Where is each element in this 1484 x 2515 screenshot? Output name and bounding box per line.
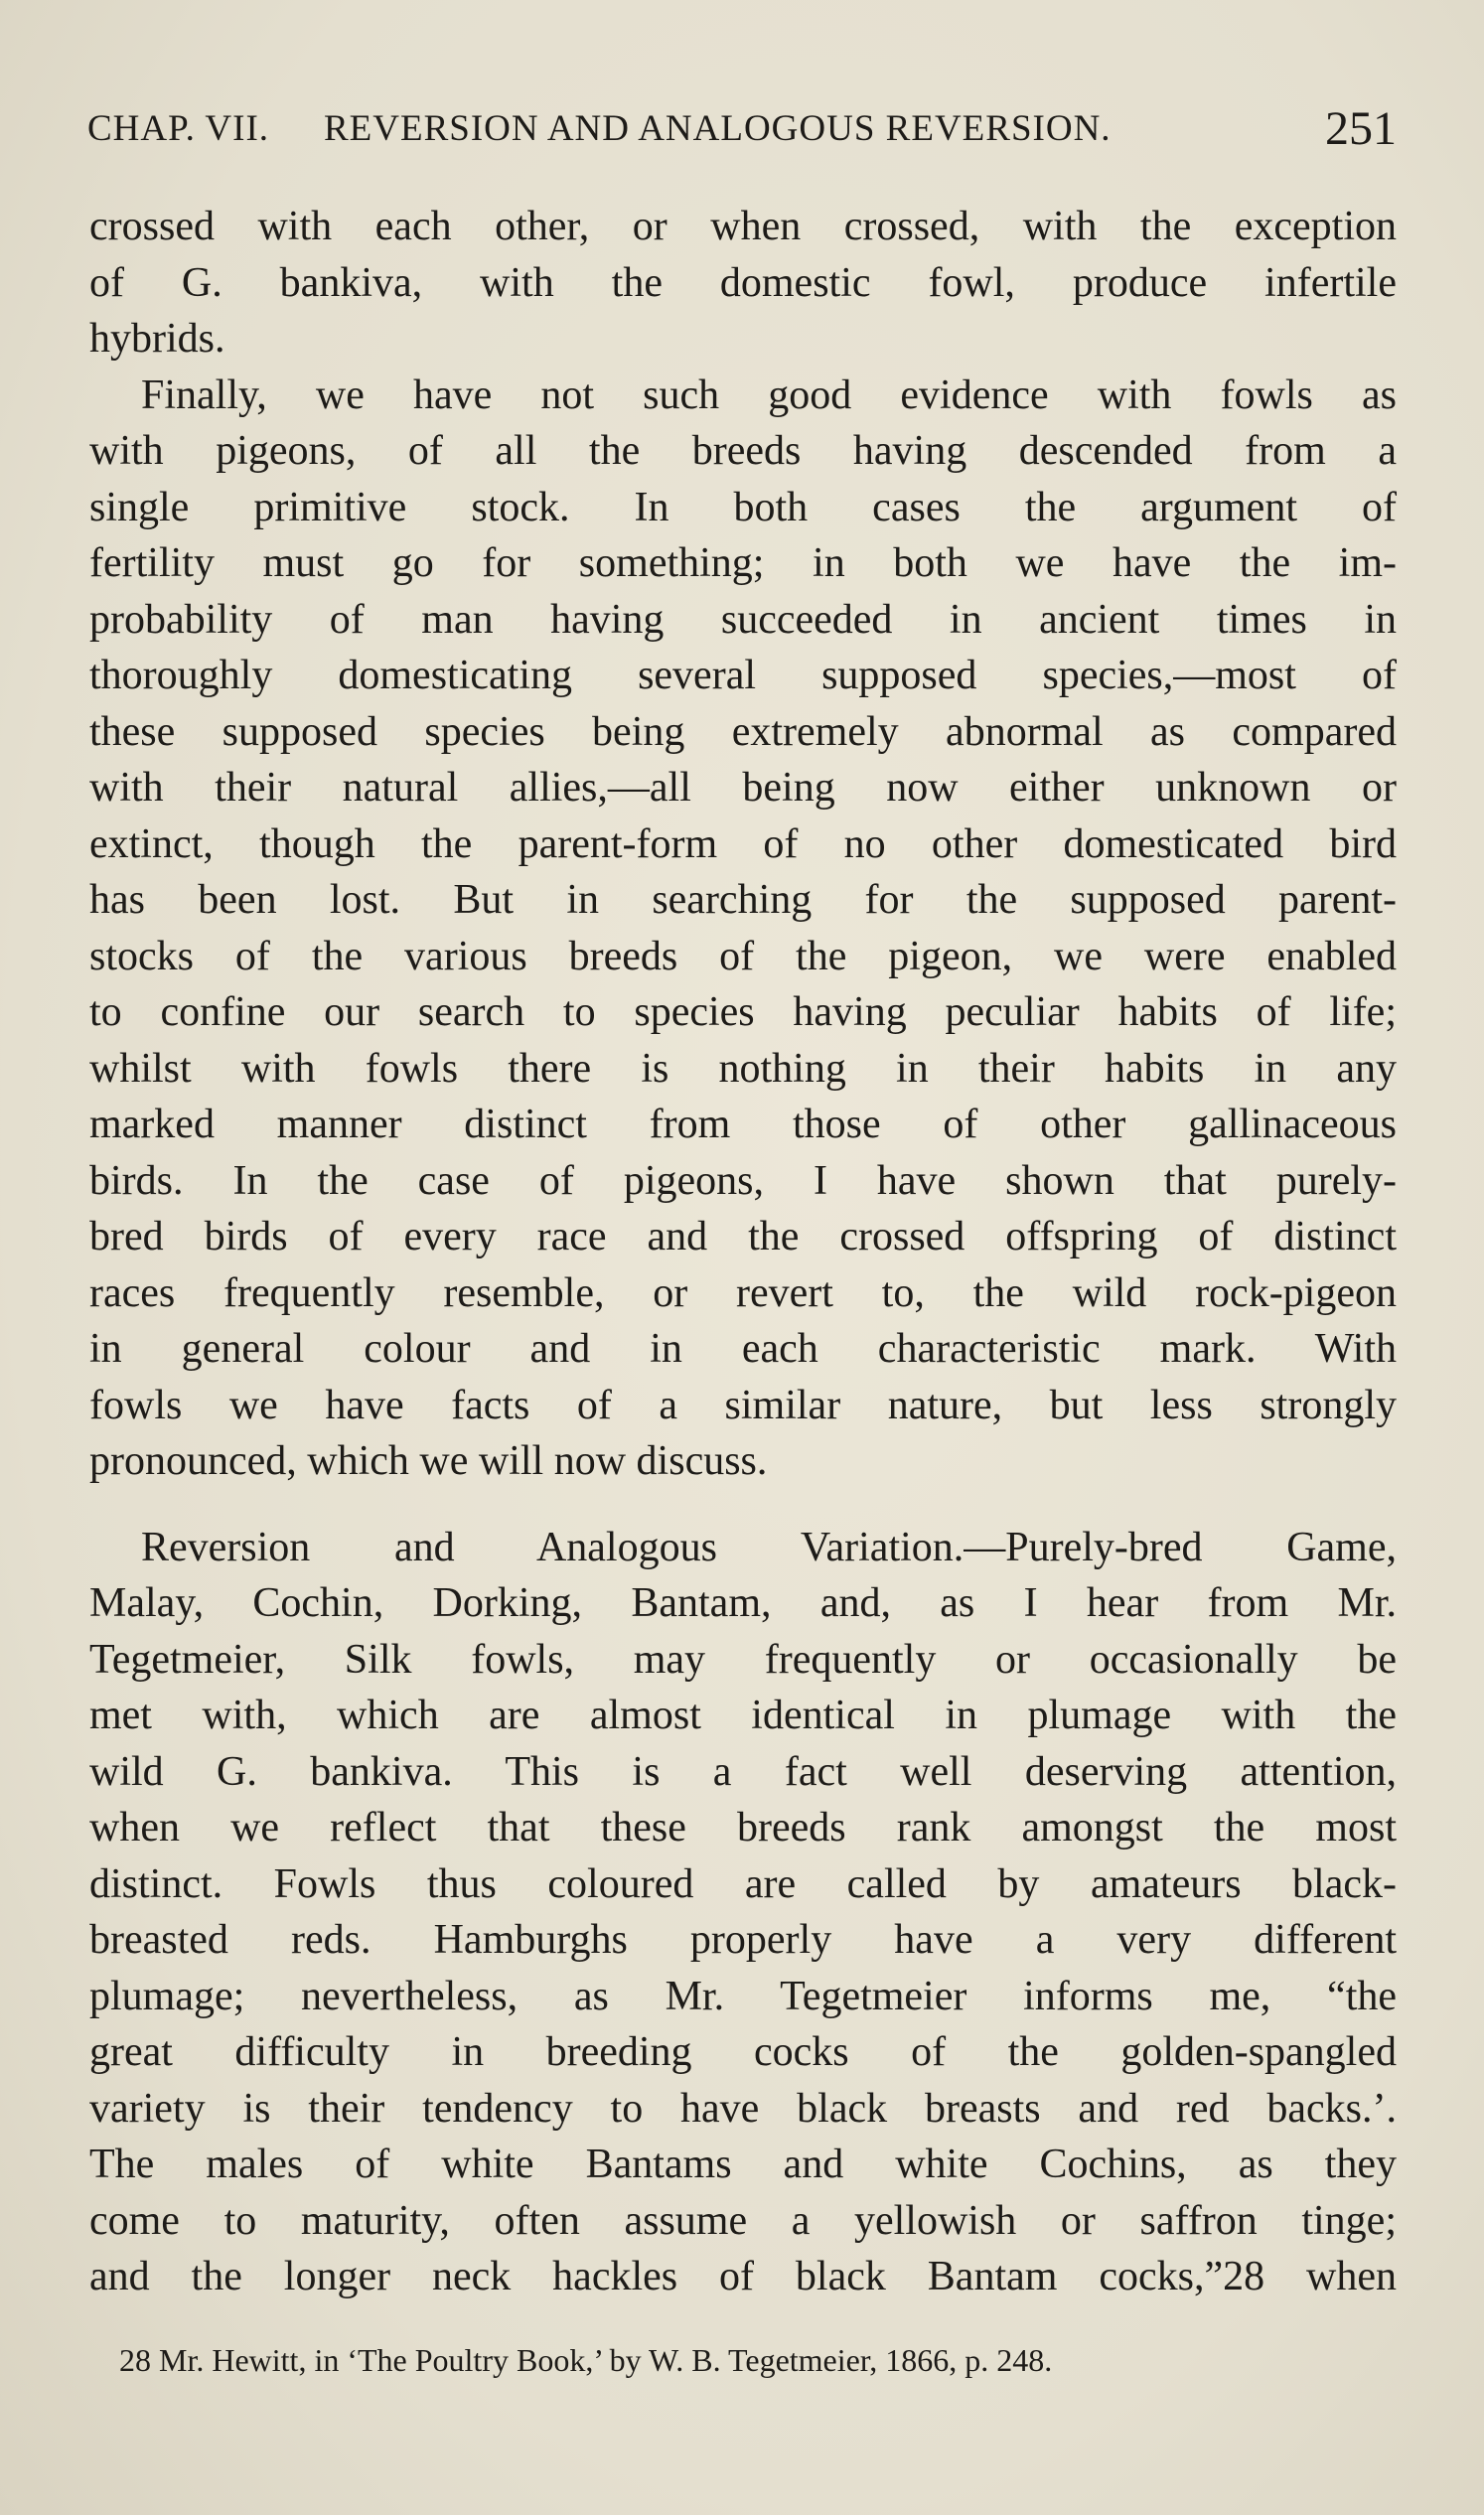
text-line: when we reflect that these breeds rank amongst the most	[89, 1805, 1397, 1850]
text-line: wild G. bankiva. This is a fact well deserving attention,	[89, 1748, 1397, 1795]
paragraph-gap	[89, 1490, 1397, 1520]
text-line: fertility must go for something; in both we have the im-	[89, 540, 1397, 586]
footnote: 28 Mr. Hewitt, in ‘The Poultry Book,’ by W. B. Tegetmeier, 1866, p. 248.	[119, 2342, 1053, 2378]
text-line: whilst with fowls there is nothing in their habits in any	[89, 1045, 1397, 1092]
text-line: in general colour and in each characteristic mark. With	[89, 1326, 1397, 1372]
text-line: thoroughly domesticating several supposed species,—most of	[89, 653, 1397, 698]
text-line: of G. bankiva, with the domestic fowl, produce infertile	[89, 259, 1397, 306]
paragraph	[89, 1520, 1397, 2305]
text-line: stocks of the various breeds of the pigeon, we were enabled	[89, 933, 1397, 979]
page-number: 251	[1325, 102, 1397, 155]
text-line: probability of man having succeeded in ancient times in	[89, 596, 1397, 643]
text-line: hybrids.	[89, 316, 225, 362]
text-line: single primitive stock. In both cases the argument of	[89, 484, 1397, 530]
text-line: these supposed species being extremely abnormal as compared	[89, 708, 1397, 755]
paragraph	[89, 199, 1397, 368]
text-line: pronounced, which we will now discuss.	[89, 1438, 768, 1484]
text-line: Malay, Cochin, Dorking, Bantam, and, as I hear from Mr.	[89, 1580, 1397, 1626]
text-line: has been lost. But in searching for the supposed parent-	[89, 877, 1397, 923]
text-line: bred birds of every race and the crossed offspring of distinct	[89, 1214, 1397, 1259]
text-line: birds. In the case of pigeons, I have shown that purely-	[89, 1157, 1397, 1204]
text-line: with pigeons, of all the breeds having descended from a	[89, 428, 1397, 474]
text-line: races frequently resemble, or revert to, the wild rock-pigeon	[89, 1269, 1397, 1316]
text-line: great difficulty in breeding cocks of the golden-spangled	[89, 2029, 1397, 2075]
text-line: come to maturity, often assume a yellowish or saffron tinge;	[89, 2197, 1397, 2244]
text-line: variety is their tendency to have black breasts and red backs.’.	[89, 2085, 1397, 2132]
text-line: crossed with each other, or when crossed, with the exception	[89, 204, 1397, 249]
text-line: Reversion and Analogous Variation.—Purely-bred Game,	[141, 1524, 1397, 1570]
text-line: with their natural allies,—all being now either unknown or	[89, 765, 1397, 811]
body-text	[89, 199, 1397, 2305]
text-line: The males of white Bantams and white Cochins, as they	[89, 2142, 1397, 2187]
text-line: extinct, though the parent-form of no other domesticated bird	[89, 820, 1397, 867]
text-line: and the longer neck hackles of black Bantam cocks,”28 when	[89, 2254, 1397, 2299]
chapter-label: CHAP. VII.	[87, 108, 270, 149]
paragraph	[89, 368, 1397, 1490]
text-line: fowls we have facts of a similar nature, but less strongly	[89, 1382, 1397, 1428]
text-line: distinct. Fowls thus coloured are called by amateurs black-	[89, 1860, 1397, 1907]
text-line: Tegetmeier, Silk fowls, may frequently or occasionally be	[89, 1636, 1397, 1683]
text-line: breasted reds. Hamburghs properly have a very different	[89, 1917, 1397, 1963]
text-line: met with, which are almost identical in plumage with the	[89, 1693, 1397, 1738]
text-line: to confine our search to species having peculiar habits of life;	[89, 989, 1397, 1035]
running-title: REVERSION AND ANALOGOUS REVERSION.	[324, 108, 1112, 149]
text-line: plumage; nevertheless, as Mr. Tegetmeier informs me, “the	[89, 1973, 1397, 2019]
text-line: marked manner distinct from those of other gallinaceous	[89, 1102, 1397, 1147]
text-line: Finally, we have not such good evidence with fowls as	[141, 371, 1397, 418]
